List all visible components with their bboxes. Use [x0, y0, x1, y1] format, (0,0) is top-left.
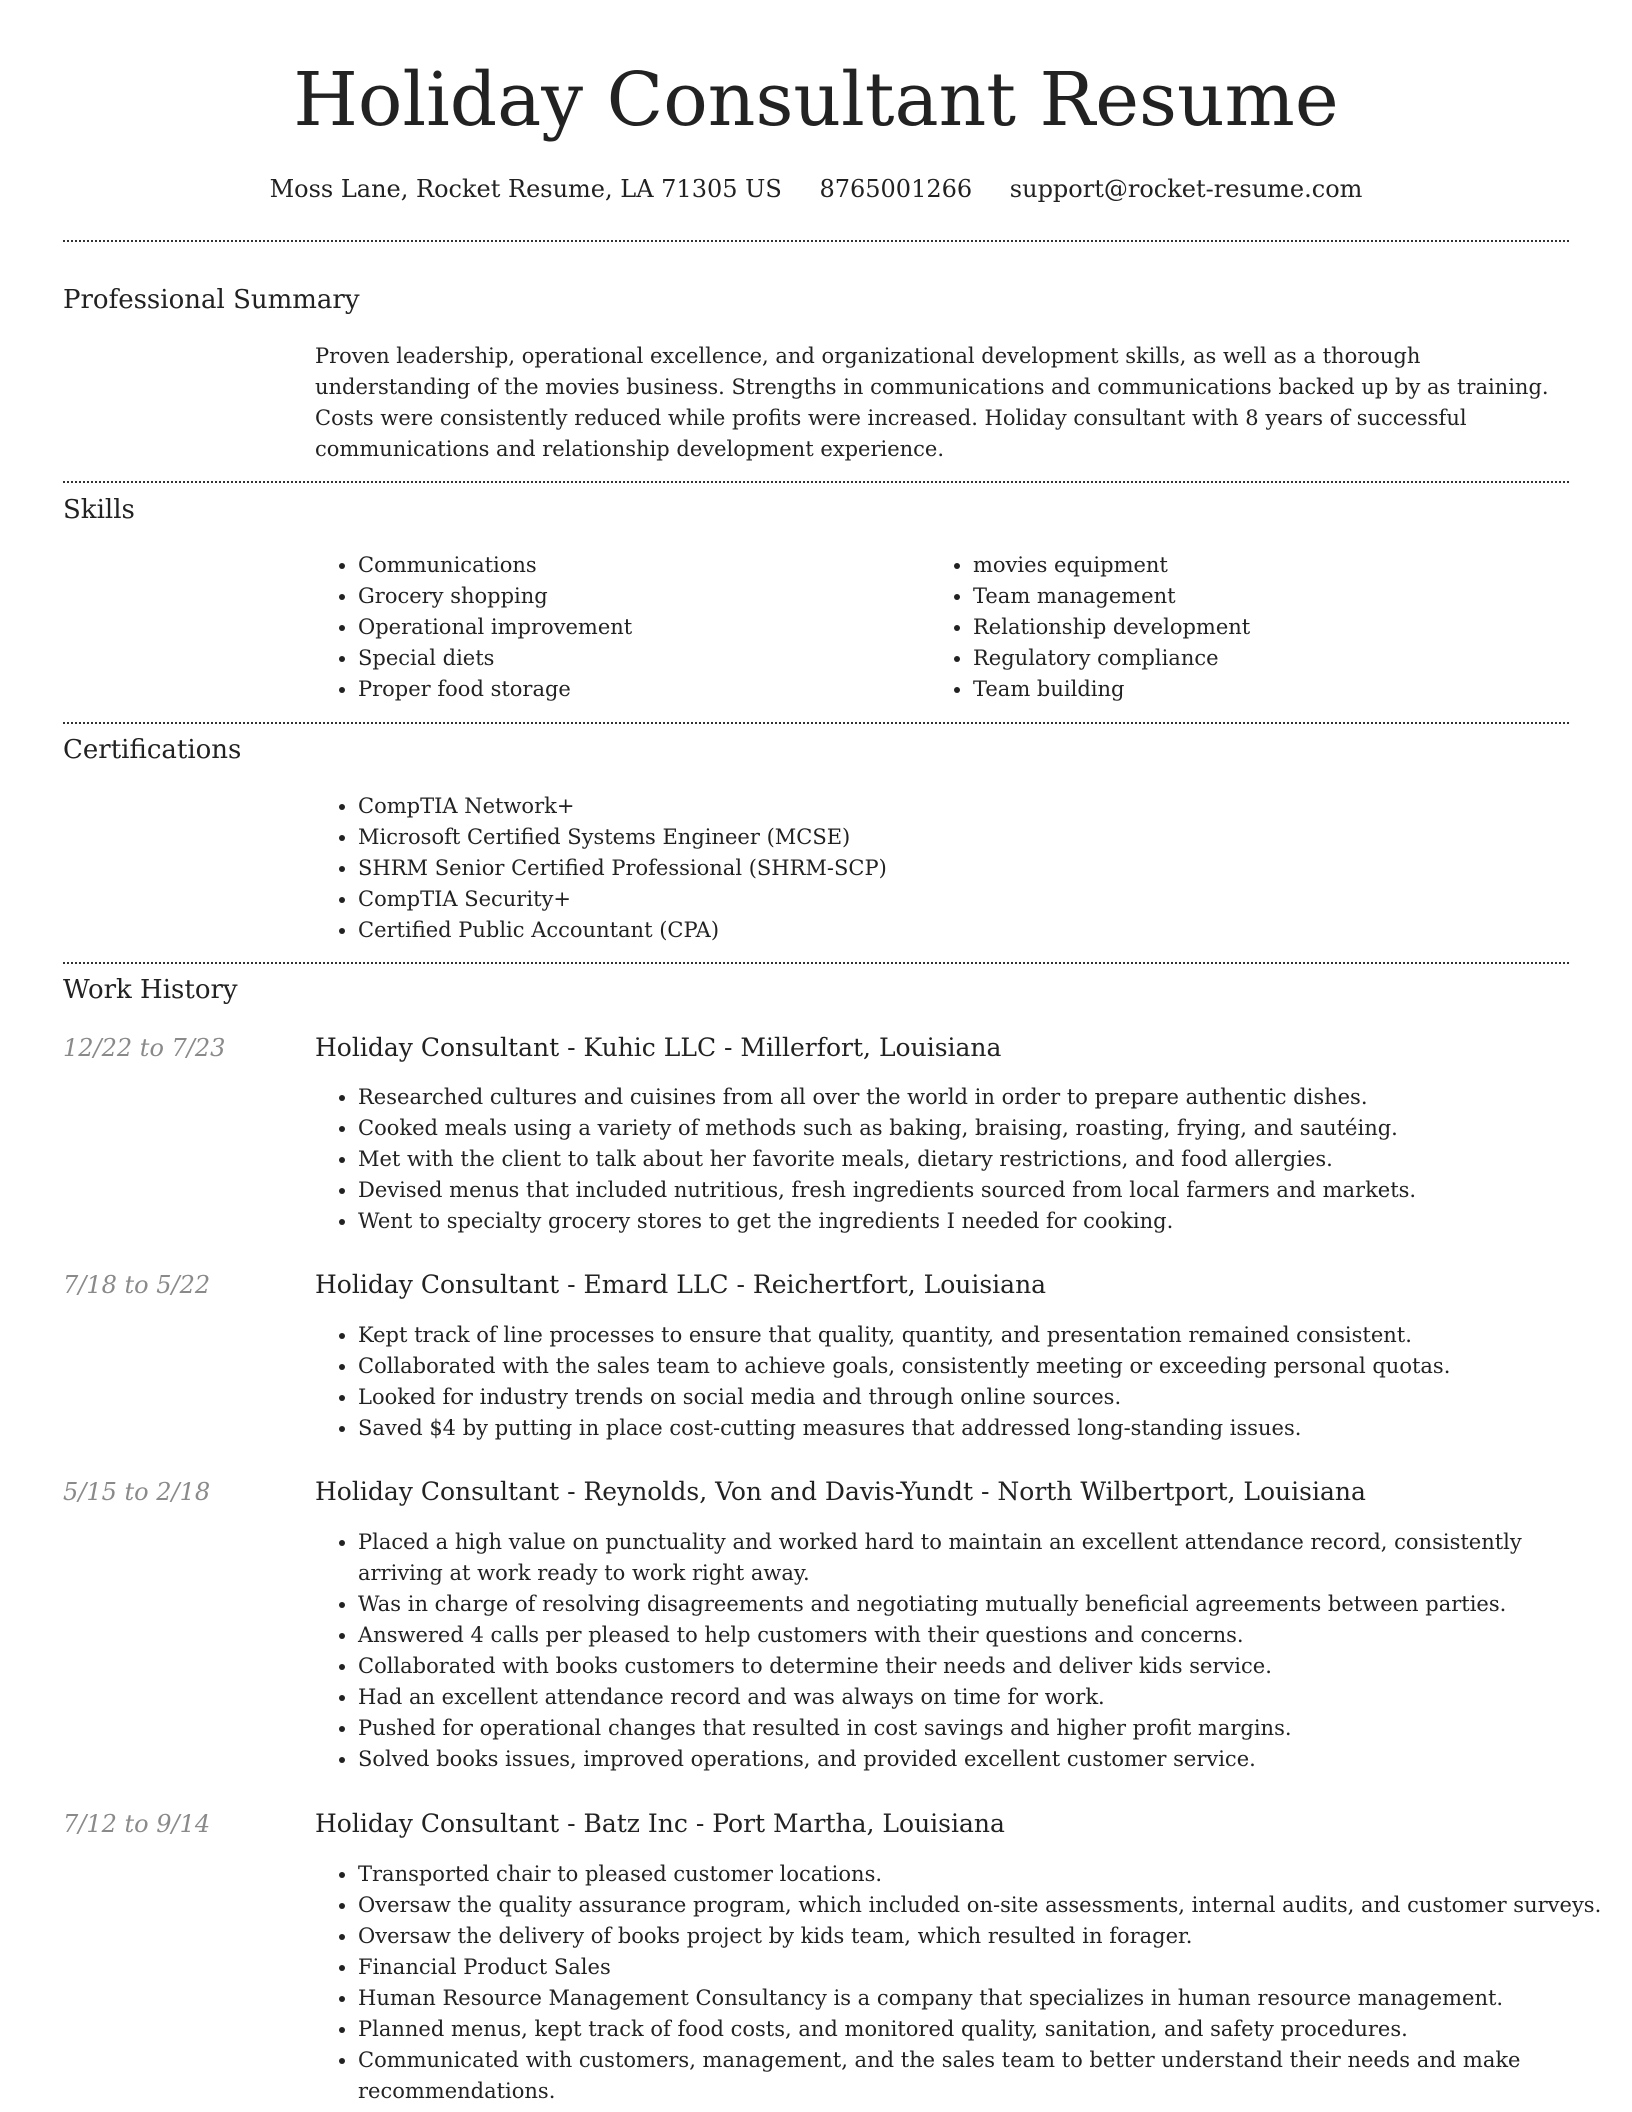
job-title: Holiday Consultant - Reynolds, Von and Davis-Yundt - North Wilbertport, Louisiana: [315, 1477, 1366, 1506]
list-item: • movies equipment: [973, 550, 1573, 581]
job-dates: 12/22 to 7/23: [63, 1034, 226, 1062]
section-heading-summary: Professional Summary: [63, 285, 360, 315]
list-item: • Team building: [973, 674, 1573, 705]
list-item: • Cooked meals using a variety of methods such as baking, braising, roasting, frying, and sautéing.: [358, 1113, 1613, 1144]
job-bullets: [315, 1320, 1613, 1444]
section-heading-skills: Skills: [63, 495, 135, 525]
job-bullets: [315, 1527, 1613, 1775]
job-dates: 5/15 to 2/18: [63, 1478, 211, 1506]
list-item: • Regulatory compliance: [973, 643, 1573, 674]
list-item: • Grocery shopping: [358, 581, 918, 612]
list-item: • Human Resource Management Consultancy is a company that specializes in human resource management.: [358, 1983, 1613, 2014]
contact-phone: 8765001266: [819, 175, 973, 203]
list-item: • Saved $4 by putting in place cost-cutting measures that addressed long-standing issues.: [358, 1413, 1613, 1444]
divider: [63, 240, 1569, 242]
resume-title: Holiday Consultant Resume: [293, 57, 1339, 143]
list-item: • Microsoft Certified Systems Engineer (MCSE): [358, 822, 1558, 853]
list-item: • Operational improvement: [358, 612, 918, 643]
skills-list-right: [930, 550, 1573, 705]
list-item: • Financial Product Sales: [358, 1952, 1613, 1983]
list-item: • Looked for industry trends on social media and through online sources.: [358, 1382, 1613, 1413]
job-dates: 7/12 to 9/14: [63, 1810, 211, 1838]
list-item: • Oversaw the delivery of books project by kids team, which resulted in forager.: [358, 1921, 1613, 1952]
list-item: • Answered 4 calls per pleased to help customers with their questions and concerns.: [358, 1620, 1613, 1651]
skills-list-left: [315, 550, 918, 705]
divider: [63, 962, 1569, 964]
list-item: • Certified Public Accountant (CPA): [358, 915, 1558, 946]
list-item: • Special diets: [358, 643, 918, 674]
divider: [63, 481, 1569, 483]
list-item: • Communications: [358, 550, 918, 581]
list-item: • Collaborated with books customers to determine their needs and deliver kids service.: [358, 1651, 1613, 1682]
list-item: • Was in charge of resolving disagreements and negotiating mutually beneficial agreements between parties.: [358, 1589, 1613, 1620]
list-item: • Team management: [973, 581, 1573, 612]
job-bullets: [315, 1082, 1613, 1237]
summary-text: Proven leadership, operational excellence, and organizational development skills, as well as a thorough understanding of the movies business. Strengths in communications and communications backed up by as training. Costs were consistently reduced while profits were increased. Holiday consultant with 8 years of successful communications and relationship development experience.: [315, 344, 1549, 461]
list-item: • Went to specialty grocery stores to get the ingredients I needed for cooking.: [358, 1206, 1613, 1237]
list-item: • Placed a high value on punctuality and worked hard to maintain an excellent attendance record, consistently arriving at work ready to work right away.: [358, 1527, 1613, 1589]
job-bullets: [315, 1859, 1613, 2107]
contact-address: Moss Lane, Rocket Resume, LA 71305 US: [269, 175, 782, 203]
list-item: • Communicated with customers, management, and the sales team to better understand their needs and make recommendations.: [358, 2045, 1613, 2107]
list-item: • Oversaw the quality assurance program, which included on-site assessments, internal audits, and customer surveys.: [358, 1890, 1613, 1921]
list-item: • Transported chair to pleased customer locations.: [358, 1859, 1613, 1890]
list-item: • Devised menus that included nutritious, fresh ingredients sourced from local farmers and markets.: [358, 1175, 1613, 1206]
list-item: • Proper food storage: [358, 674, 918, 705]
list-item: • Met with the client to talk about her favorite meals, dietary restrictions, and food allergies.: [358, 1144, 1613, 1175]
contact-email: support@rocket-resume.com: [1009, 175, 1363, 203]
job-title: Holiday Consultant - Kuhic LLC - Millerfort, Louisiana: [315, 1033, 1002, 1062]
job-title: Holiday Consultant - Batz Inc - Port Martha, Louisiana: [315, 1809, 1005, 1838]
list-item: • Kept track of line processes to ensure that quality, quantity, and presentation remained consistent.: [358, 1320, 1613, 1351]
certifications-list: [315, 791, 1558, 946]
contact-line: [0, 172, 1632, 206]
divider: [63, 722, 1569, 724]
list-item: • CompTIA Security+: [358, 884, 1558, 915]
list-item: • Pushed for operational changes that resulted in cost savings and higher profit margins.: [358, 1713, 1613, 1744]
list-item: • CompTIA Network+: [358, 791, 1558, 822]
list-item: • Solved books issues, improved operations, and provided excellent customer service.: [358, 1744, 1613, 1775]
section-heading-work-history: Work History: [63, 975, 238, 1005]
list-item: • Planned menus, kept track of food costs, and monitored quality, sanitation, and safety procedures.: [358, 2014, 1613, 2045]
list-item: • Had an excellent attendance record and was always on time for work.: [358, 1682, 1613, 1713]
list-item: • SHRM Senior Certified Professional (SHRM-SCP): [358, 853, 1558, 884]
job-title: Holiday Consultant - Emard LLC - Reichertfort, Louisiana: [315, 1270, 1047, 1299]
job-dates: 7/18 to 5/22: [63, 1271, 211, 1299]
list-item: • Researched cultures and cuisines from all over the world in order to prepare authentic dishes.: [358, 1082, 1613, 1113]
section-heading-certifications: Certifications: [63, 735, 242, 765]
list-item: • Collaborated with the sales team to achieve goals, consistently meeting or exceeding personal quotas.: [358, 1351, 1613, 1382]
list-item: • Relationship development: [973, 612, 1573, 643]
